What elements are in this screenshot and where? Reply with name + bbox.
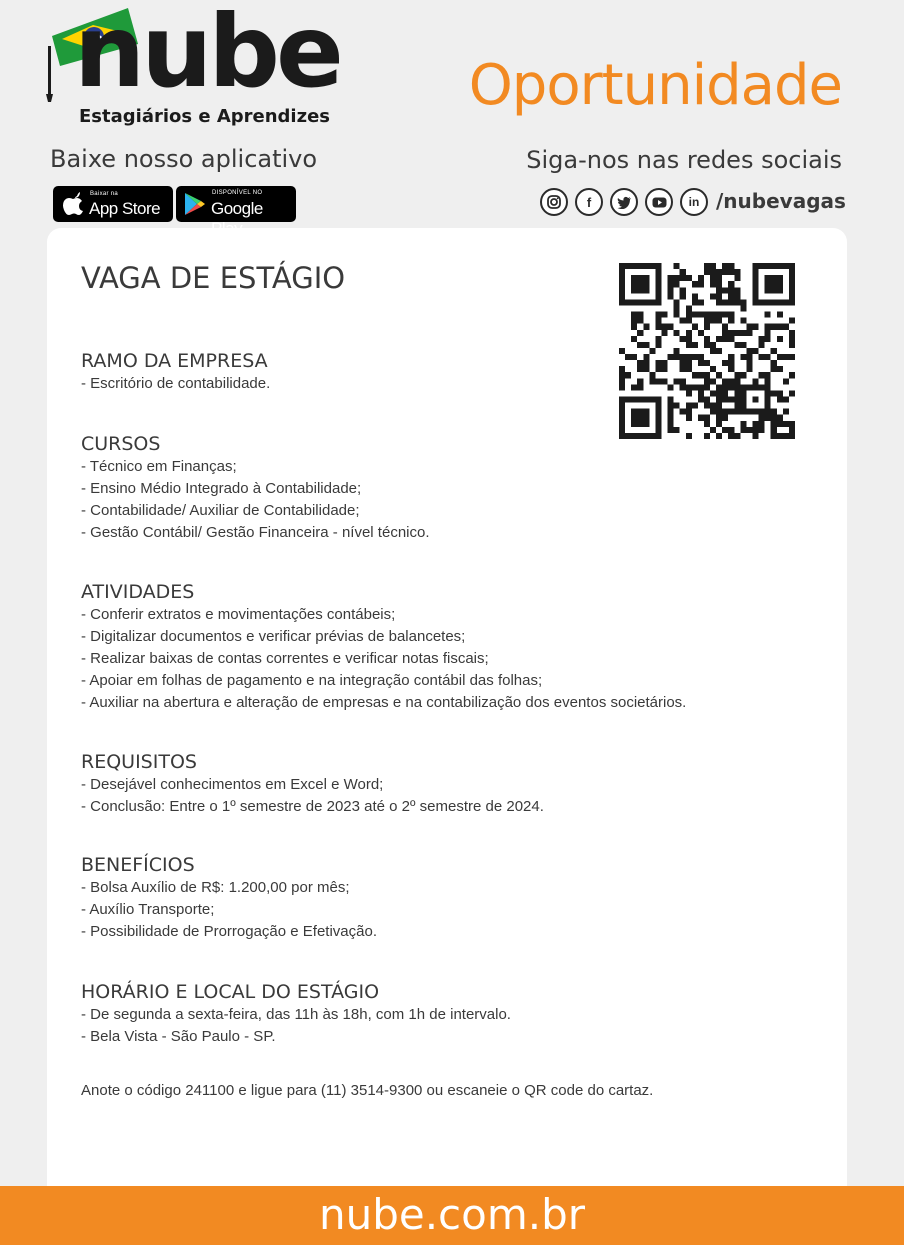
google-play-icon [184, 192, 206, 216]
section-heading: RAMO DA EMPRESA [81, 350, 268, 372]
section-line: - Bela Vista - São Paulo - SP. [81, 1028, 276, 1045]
job-title: VAGA DE ESTÁGIO [81, 261, 346, 295]
app-store-label: App Store [89, 199, 161, 218]
section-line: - Apoiar em folhas de pagamento e na integração contábil das folhas; [81, 672, 543, 689]
section-requisitos [81, 750, 801, 818]
section-line: - Gestão Contábil/ Gestão Financeira - nível técnico. [81, 524, 430, 541]
section-heading: CURSOS [81, 433, 161, 455]
contact-note: Anote o código 241100 e ligue para (11) 3514-9300 ou escaneie o QR code do cartaz. [81, 1082, 654, 1099]
youtube-icon[interactable] [645, 188, 673, 216]
section-beneficios [81, 853, 801, 943]
section-line: - Técnico em Finanças; [81, 458, 237, 475]
section-line: - Auxílio Transporte; [81, 901, 215, 918]
linkedin-icon[interactable]: in [680, 188, 708, 216]
section-ramo [81, 349, 801, 395]
twitter-icon[interactable] [610, 188, 638, 216]
section-line: - Bolsa Auxílio de R$: 1.200,00 por mês; [81, 879, 350, 896]
section-heading: HORÁRIO E LOCAL DO ESTÁGIO [81, 981, 380, 1003]
footer-url[interactable]: nube.com.br [318, 1190, 586, 1239]
apple-icon [62, 192, 84, 216]
section-line: - Auxiliar na abertura e alteração de empresas e na contabilização dos eventos societários. [81, 694, 687, 711]
social-handle[interactable]: /nubevagas [716, 189, 846, 213]
headline: Oportunidade [468, 53, 842, 118]
section-line: - Desejável conhecimentos em Excel e Word; [81, 776, 384, 793]
section-atividades [81, 580, 801, 714]
brand-wordmark: nube [74, 0, 340, 110]
google-play-label: Google [211, 199, 263, 218]
section-line: - Realizar baixas de contas correntes e verificar notas fiscais; [81, 650, 489, 667]
facebook-icon[interactable]: f [575, 188, 603, 216]
google-play-small: DISPONÍVEL NO [212, 190, 263, 196]
section-horario [81, 980, 801, 1048]
footer-bar [0, 1186, 904, 1245]
nube-logo [46, 0, 340, 132]
section-line: - Conferir extratos e movimentações contábeis; [81, 606, 396, 623]
job-card [47, 228, 847, 1218]
section-heading: REQUISITOS [81, 751, 197, 773]
instagram-icon[interactable] [540, 188, 568, 216]
section-line: - Possibilidade de Prorrogação e Efetivação. [81, 923, 378, 940]
section-line: - Conclusão: Entre o 1º semestre de 2023 até o 2º semestre de 2024. [81, 798, 544, 815]
app-download-prompt: Baixe nosso aplicativo [50, 145, 318, 173]
section-heading: ATIVIDADES [81, 581, 195, 603]
section-line: - Digitalizar documentos e verificar prévias de balancetes; [81, 628, 466, 645]
app-store-button[interactable] [53, 186, 173, 222]
social-prompt: Siga-nos nas redes sociais [526, 146, 842, 174]
section-line: - De segunda a sexta-feira, das 11h às 18h, com 1h de intervalo. [81, 1006, 511, 1023]
google-play-button[interactable] [176, 186, 296, 222]
section-line: - Escritório de contabilidade. [81, 375, 271, 392]
app-store-small: Baixar na [90, 191, 119, 197]
section-heading: BENEFÍCIOS [81, 854, 195, 876]
section-cursos [81, 432, 801, 544]
section-line: - Contabilidade/ Auxiliar de Contabilidade; [81, 502, 360, 519]
section-line: - Ensino Médio Integrado à Contabilidade; [81, 480, 362, 497]
brand-tagline: Estagiários e Aprendizes [79, 106, 330, 127]
